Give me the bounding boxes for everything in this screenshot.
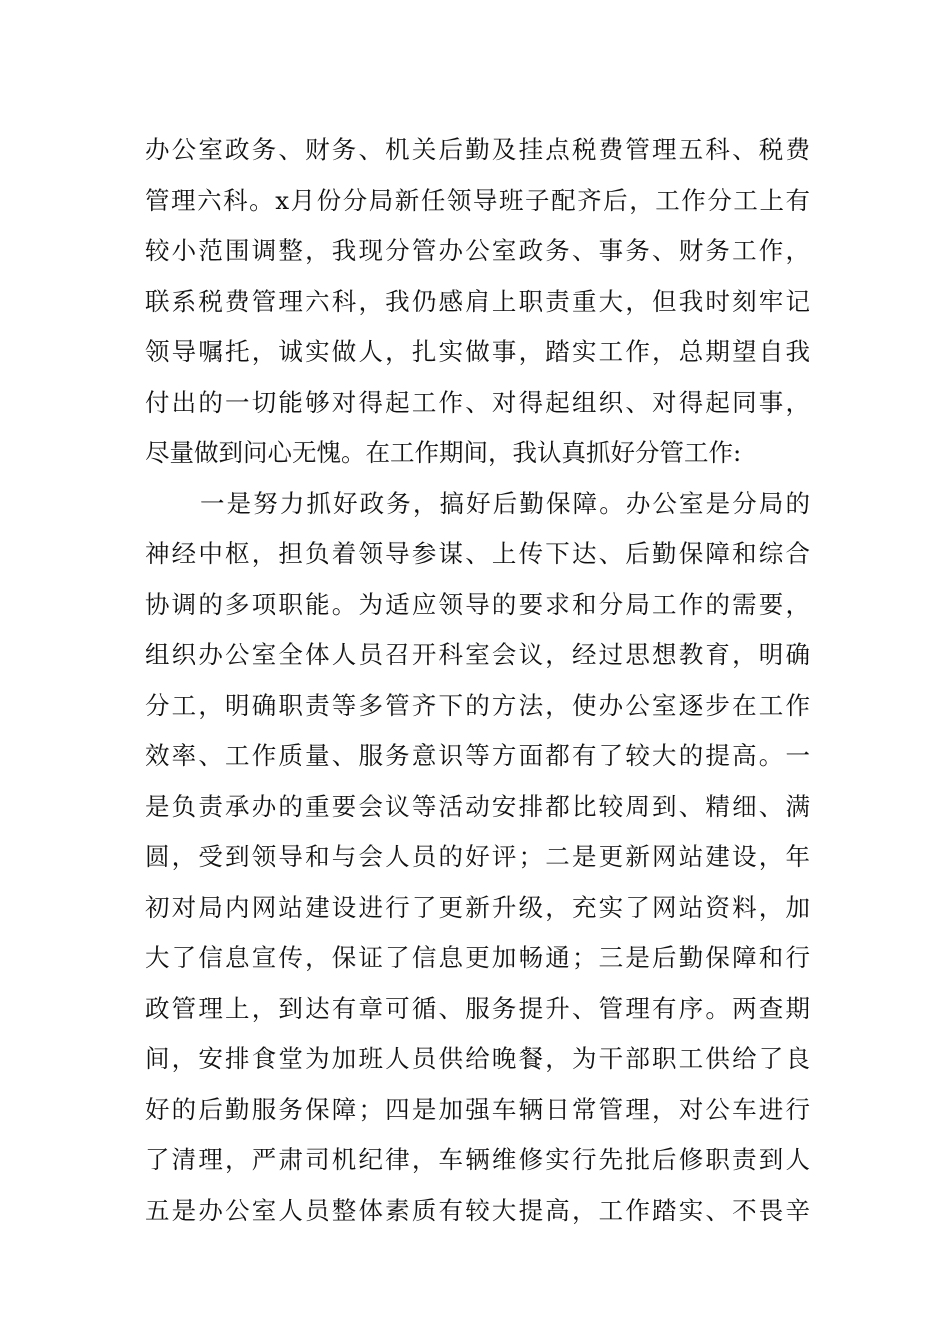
text-line-8: 一是努力抓好政务，搞好后勤保障。办公室是分局的 [200,488,810,518]
text-line-4: 联系税费管理六科，我仍感肩上职责重大，但我时刻牢记 [145,286,810,316]
text-line-9: 神经中枢，担负着领导参谋、上传下达、后勤保障和综合 [145,539,810,568]
text-line-5: 领导嘱托，诚实做人，扎实做事，踏实工作，总期望自我 [145,337,810,366]
text-line-7: 尽量做到问心无愧。在工作期间，我认真抓好分管工作: [145,438,742,467]
text-line-3: 较小范围调整，我现分管办公室政务、事务、财务工作， [145,236,810,265]
text-line-10: 协调的多项职能。为适应领导的要求和分局工作的需要， [145,589,810,619]
text-line-1: 办公室政务、财务、机关后勤及挂点税费管理五科、税费 [145,135,810,164]
text-line-6: 付出的一切能够对得起工作、对得起组织、对得起同事， [145,387,810,417]
text-line-20: 好的后勤服务保障；四是加强车辆日常管理，对公车进行 [145,1094,810,1124]
text-line-12: 分工，明确职责等多管齐下的方法，使办公室逐步在工作 [145,690,810,720]
text-line-17: 大了信息宣传，保证了信息更加畅通；三是后勤保障和行 [145,943,810,972]
text-line-15: 圆，受到领导和与会人员的好评；二是更新网站建设，年 [145,842,810,871]
text-line-11: 组织办公室全体人员召开科室会议，经过思想教育，明确 [145,640,810,669]
text-line-19: 间，安排食堂为加班人员供给晚餐，为干部职工供给了良 [145,1044,810,1073]
text-line-14: 是负责承办的重要会议等活动安排都比较周到、精细、满 [145,791,810,821]
text-line-16: 初对局内网站建设进行了更新升级，充实了网站资料，加 [145,892,810,922]
text-line-2: 管理六科。x月份分局新任领导班子配齐后，工作分工上有 [145,185,810,215]
document-body [145,125,810,1236]
text-line-13: 效率、工作质量、服务意识等方面都有了较大的提高。一 [145,741,810,770]
text-line-21: 了清理，严肃司机纪律，车辆维修实行先批后修职责到人 [145,1145,810,1174]
text-line-22: 五是办公室人员整体素质有较大提高，工作踏实、不畏辛 [145,1195,810,1225]
text-line-18: 政管理上，到达有章可循、服务提升、管理有序。两查期 [145,993,810,1023]
